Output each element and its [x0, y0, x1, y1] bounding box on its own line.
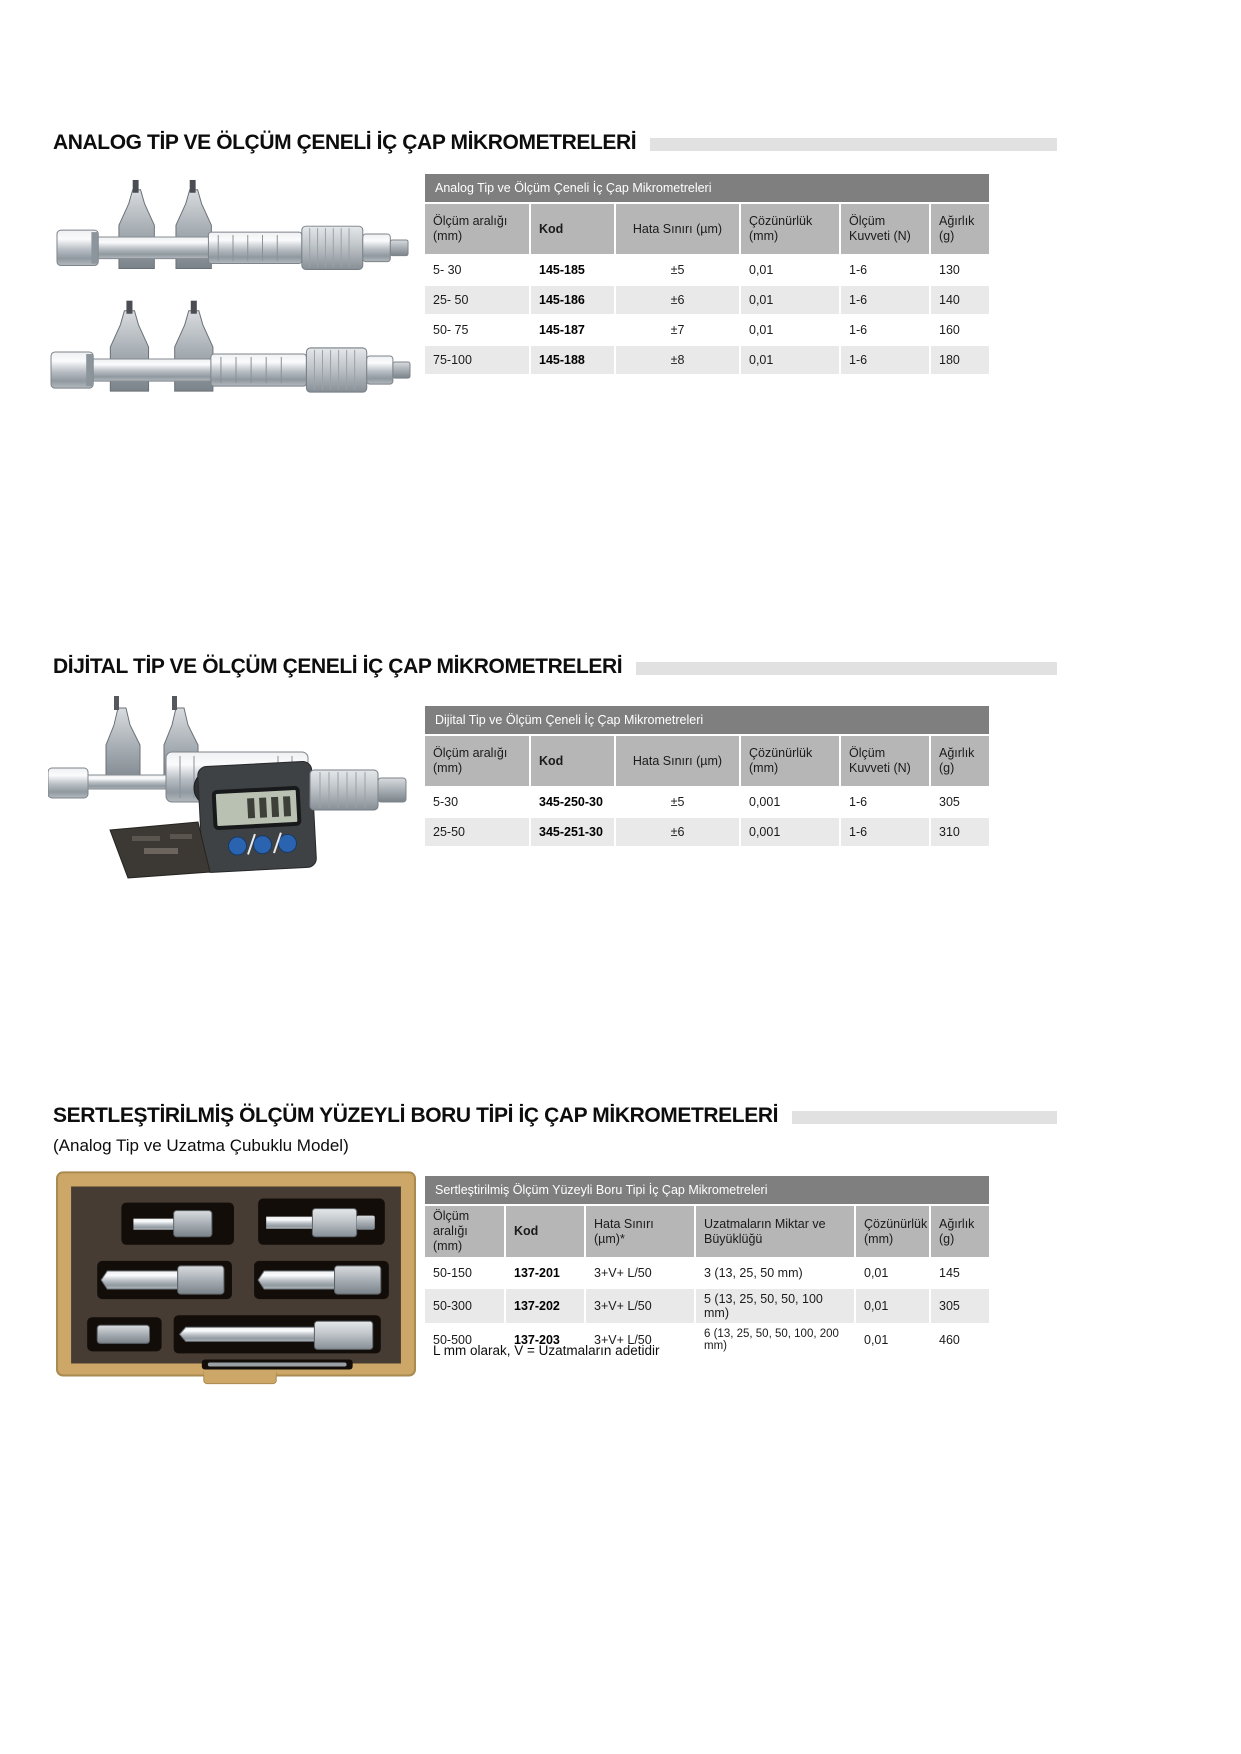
col-header: Çözünürlük (mm) [740, 735, 840, 787]
cell-resolution: 0,01 [855, 1324, 930, 1356]
section-tube-heading: SERTLEŞTİRİLMİŞ ÖLÇÜM YÜZEYLİ BORU TİPİ İÇ ÇAP MİKROMETRELERİ [53, 1104, 779, 1127]
section-digital-heading: DİJİTAL TİP VE ÖLÇÜM ÇENELİ İÇ ÇAP MİKROMETRELERİ [53, 655, 623, 678]
table-row [425, 787, 990, 817]
cell-code: 145-188 [530, 345, 615, 375]
cell-weight: 145 [930, 1258, 990, 1288]
cell-weight: 160 [930, 315, 990, 345]
section-analog-heading: ANALOG TİP VE ÖLÇÜM ÇENELİ İÇ ÇAP MİKROMETRELERİ [53, 131, 637, 154]
cell-force: 1-6 [840, 315, 930, 345]
table-footnote: L mm olarak, V = Uzatmaların adetidir [433, 1343, 660, 1358]
cell-error: ±6 [615, 817, 740, 847]
table-row [425, 1288, 990, 1324]
col-header: Ölçüm Kuvveti (N) [840, 203, 930, 255]
col-header: Hata Sınırı (µm) [615, 203, 740, 255]
cell-force: 1-6 [840, 345, 930, 375]
cell-range: 50-300 [425, 1288, 505, 1324]
cell-range: 75-100 [425, 345, 530, 375]
cell-range: 50- 75 [425, 315, 530, 345]
cell-error: 3+V+ L/50 [585, 1324, 695, 1356]
col-header: Kod [505, 1205, 585, 1258]
cell-resolution: 0,01 [740, 255, 840, 285]
cell-code: 145-186 [530, 285, 615, 315]
table-row [425, 255, 990, 285]
cell-code: 345-250-30 [530, 787, 615, 817]
cell-error: 3+V+ L/50 [585, 1258, 695, 1288]
col-header: Ölçüm aralığı (mm) [425, 203, 530, 255]
cell-weight: 130 [930, 255, 990, 285]
cell-code: 137-201 [505, 1258, 585, 1288]
table-row [425, 315, 990, 345]
col-header: Ölçüm aralığı (mm) [425, 735, 530, 787]
cell-weight: 305 [930, 1288, 990, 1324]
cell-resolution: 0,01 [740, 315, 840, 345]
cell-force: 1-6 [840, 787, 930, 817]
col-header: Kod [530, 735, 615, 787]
cell-resolution: 0,01 [855, 1258, 930, 1288]
cell-weight: 460 [930, 1324, 990, 1356]
col-header: Ağırlık (g) [930, 735, 990, 787]
digital-micrometer-photo [48, 690, 408, 885]
cell-resolution: 0,001 [740, 787, 840, 817]
section-analog-heading-row [53, 131, 1057, 155]
col-header: Çözünürlük (mm) [855, 1205, 930, 1258]
cell-range: 50-150 [425, 1258, 505, 1288]
cell-error: ±5 [615, 787, 740, 817]
cell-range: 25- 50 [425, 285, 530, 315]
col-header: Ağırlık (g) [930, 1205, 990, 1258]
digital-spec-table [425, 706, 991, 848]
table-row [425, 285, 990, 315]
analog-micrometer-photo-1 [55, 178, 411, 301]
cell-weight: 310 [930, 817, 990, 847]
cell-error: ±8 [615, 345, 740, 375]
cell-extensions: 3 (13, 25, 50 mm) [695, 1258, 855, 1288]
cell-code: 345-251-30 [530, 817, 615, 847]
cell-range: 25-50 [425, 817, 530, 847]
col-header: Hata Sınırı (µm) [615, 735, 740, 787]
col-header: Ölçüm Kuvveti (N) [840, 735, 930, 787]
table-title: Analog Tip ve Ölçüm Çeneli İç Çap Mikrometreleri [425, 174, 990, 203]
heading-rule [636, 662, 1057, 675]
cell-code: 137-203 [505, 1324, 585, 1356]
section-tube-subtitle: (Analog Tip ve Uzatma Çubuklu Model) [53, 1136, 349, 1155]
cell-code: 137-202 [505, 1288, 585, 1324]
cell-error: ±7 [615, 315, 740, 345]
cell-resolution: 0,01 [855, 1288, 930, 1324]
cell-range: 5-30 [425, 787, 530, 817]
cell-weight: 140 [930, 285, 990, 315]
col-header: Ölçüm aralığı (mm) [425, 1205, 505, 1258]
analog-spec-table [425, 174, 991, 376]
cell-range: 5- 30 [425, 255, 530, 285]
tube-spec-table [425, 1176, 991, 1357]
analog-micrometer-photo-2 [50, 298, 412, 425]
table-row [425, 817, 990, 847]
cell-force: 1-6 [840, 817, 930, 847]
cell-extensions: 5 (13, 25, 50, 50, 100 mm) [695, 1288, 855, 1324]
cell-error: 3+V+ L/50 [585, 1288, 695, 1324]
table-title: Sertleştirilmiş Ölçüm Yüzeyli Boru Tipi İç Çap Mikrometreleri [425, 1176, 990, 1205]
cell-force: 1-6 [840, 285, 930, 315]
col-header: Ağırlık (g) [930, 203, 990, 255]
cell-weight: 305 [930, 787, 990, 817]
section-digital-heading-row [53, 655, 1057, 679]
micrometer-set-case-photo [55, 1168, 417, 1395]
cell-code: 145-187 [530, 315, 615, 345]
table-row [425, 1258, 990, 1288]
cell-error: ±6 [615, 285, 740, 315]
col-header: Hata Sınırı (µm)* [585, 1205, 695, 1258]
cell-extensions: 6 (13, 25, 50, 50, 100, 200 mm) [695, 1324, 855, 1356]
cell-code: 145-185 [530, 255, 615, 285]
col-header: Kod [530, 203, 615, 255]
cell-resolution: 0,01 [740, 285, 840, 315]
col-header: Çözünürlük (mm) [740, 203, 840, 255]
cell-force: 1-6 [840, 255, 930, 285]
table-row [425, 345, 990, 375]
cell-error: ±5 [615, 255, 740, 285]
heading-rule [792, 1111, 1057, 1124]
table-title: Dijital Tip ve Ölçüm Çeneli İç Çap Mikrometreleri [425, 706, 990, 735]
heading-rule [650, 138, 1057, 151]
cell-weight: 180 [930, 345, 990, 375]
cell-resolution: 0,001 [740, 817, 840, 847]
cell-resolution: 0,01 [740, 345, 840, 375]
col-header: Uzatmaların Miktar ve Büyüklüğü [695, 1205, 855, 1258]
section-tube-heading-row [53, 1104, 1057, 1128]
cell-range: 50-500 [425, 1324, 505, 1356]
